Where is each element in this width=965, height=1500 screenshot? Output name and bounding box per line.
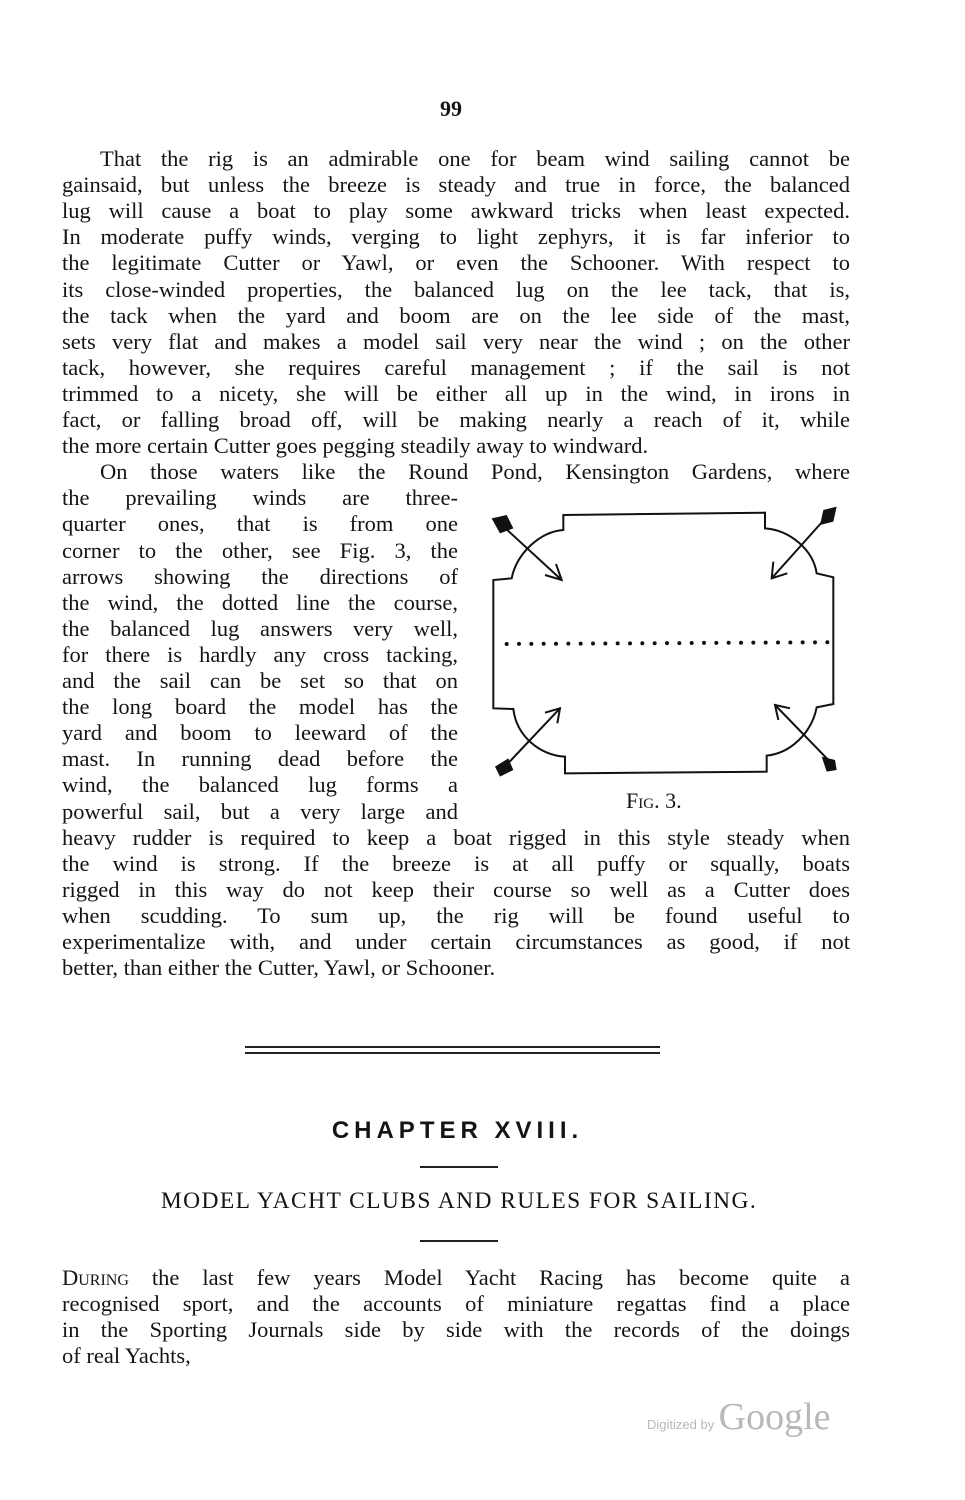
paragraph-line	[62, 1265, 850, 1291]
chapter-rule	[420, 1166, 498, 1168]
paragraph-line: the tack when the yard and boom are on the lee side of the mast,	[62, 302, 850, 328]
course-dot	[616, 641, 620, 645]
paragraph-line: its close-winded properties, the balanced lug on the lee tack, that is,	[62, 276, 850, 302]
course-dot	[566, 642, 570, 646]
paragraph-line: the balanced lug answers very well,	[62, 615, 458, 641]
paragraph-line: lug will cause a boat to play some awkward tricks when least expected.	[62, 198, 850, 224]
paragraph-line: for there is hardly any cross tacking,	[62, 641, 458, 667]
course-dot	[727, 641, 731, 645]
course-dot	[529, 642, 533, 646]
paragraph-line: the wind is strong. If the breeze is at all puffy or squally, boats	[62, 850, 850, 876]
paragraph-line: the prevailing winds are three-	[62, 485, 458, 511]
paragraph-line: better, than either the Cutter, Yawl, or Schooner.	[62, 955, 496, 981]
course-dot	[714, 641, 718, 645]
drop-lead-word: During	[62, 1265, 129, 1290]
course-dot	[628, 641, 632, 645]
chapter-title: MODEL YACHT CLUBS AND RULES FOR SAILING.	[160, 1188, 758, 1214]
course-dot	[591, 642, 595, 646]
paragraph-line: trimmed to a nicety, she will be either all up in the wind, in irons in	[62, 380, 850, 406]
course-dot	[813, 640, 817, 644]
figure-caption: Fig. 3.	[626, 788, 682, 813]
paragraph-line: gainsaid, but unless the breeze is steady and true in force, the balanced	[62, 172, 850, 198]
page-number: 99	[440, 96, 462, 121]
title-rule	[420, 1240, 498, 1242]
course-dot	[505, 642, 509, 646]
course-dot	[739, 641, 743, 645]
figure-3-pond-diagram	[480, 490, 850, 820]
course-dot	[554, 642, 558, 646]
paragraph-line: when scudding. To sum up, the rig will be found useful to	[62, 902, 850, 928]
paragraph-line: arrows showing the directions of	[62, 563, 458, 589]
paragraph-line: the long board the model has the	[62, 694, 458, 720]
course-dot	[801, 640, 805, 644]
course-dot	[764, 641, 768, 645]
course-dot	[579, 642, 583, 646]
course-dot	[788, 640, 792, 644]
paragraph-line: rigged in this way do not keep their course so well as a Cutter does	[62, 876, 850, 902]
wind-arrows	[500, 515, 830, 768]
paragraph-line: sets very flat and makes a model sail very near the wind ; on the other	[62, 328, 850, 354]
paragraph-line: In moderate puffy winds, verging to light zephyrs, it is far inferior to	[62, 224, 850, 250]
paragraph-line: experimentalize with, and under certain circumstances as good, if not	[62, 929, 850, 954]
paragraph-line: On those waters like the Round Pond, Kensington Gardens, where	[100, 459, 850, 485]
paragraph-line: tack, however, she requires careful management ; if the sail is not	[62, 354, 850, 380]
course-dot	[665, 641, 669, 645]
course-dot	[653, 641, 657, 645]
course-dot	[702, 641, 706, 645]
course-dotted-line	[505, 640, 830, 646]
course-dot	[542, 642, 546, 646]
course-dot	[677, 641, 681, 645]
paragraph-line: the wind, the dotted line the course,	[62, 589, 458, 615]
paragraph-line: That the rig is an admirable one for beam wind sailing cannot be	[100, 146, 850, 171]
paragraph-line: powerful sail, but a very large and	[62, 798, 458, 824]
paragraph-line: of real Yachts,	[62, 1343, 191, 1369]
watermark-logo: Google	[718, 1396, 831, 1438]
arrow-feathers	[492, 507, 837, 777]
course-dot	[776, 641, 780, 645]
course-dot	[640, 641, 644, 645]
course-dot	[751, 641, 755, 645]
paragraph-line: yard and boom to leeward of the	[62, 720, 458, 746]
course-dot	[517, 642, 521, 646]
paragraph-line: fact, or falling broad off, will be making nearly a reach of it, while	[62, 407, 850, 432]
course-dot	[690, 641, 694, 645]
paragraph-line: quarter ones, that is from one	[62, 511, 458, 537]
chapter-heading: CHAPTER XVIII.	[331, 1117, 584, 1144]
course-dot	[825, 640, 829, 644]
paragraph-line: mast. In running dead before the	[62, 746, 458, 772]
paragraph-line: corner to the other, see Fig. 3, the	[62, 537, 458, 563]
paragraph-line: and the sail can be set so that on	[62, 668, 458, 693]
course-dot	[603, 641, 607, 645]
paragraph-line: the more certain Cutter goes pegging steadily away to windward.	[62, 433, 649, 459]
google-watermark	[647, 1395, 831, 1439]
paragraph-line: wind, the balanced lug forms a	[62, 772, 458, 798]
paragraph-line: the legitimate Cutter or Yawl, or even the Schooner. With respect to	[62, 250, 850, 276]
section-rule-top	[245, 1046, 660, 1048]
paragraph-line: heavy rudder is required to keep a boat rigged in this style steady when	[62, 824, 850, 850]
watermark-small: Digitized by	[647, 1417, 715, 1432]
paragraph-line: recognised sport, and the accounts of miniature regattas find a place	[62, 1291, 850, 1317]
paragraph-text: the last few years Model Yacht Racing has become quite a	[128, 1265, 850, 1290]
paragraph-line: in the Sporting Journals side by side with the records of the doings	[62, 1317, 850, 1343]
section-rule-bottom	[245, 1052, 660, 1054]
